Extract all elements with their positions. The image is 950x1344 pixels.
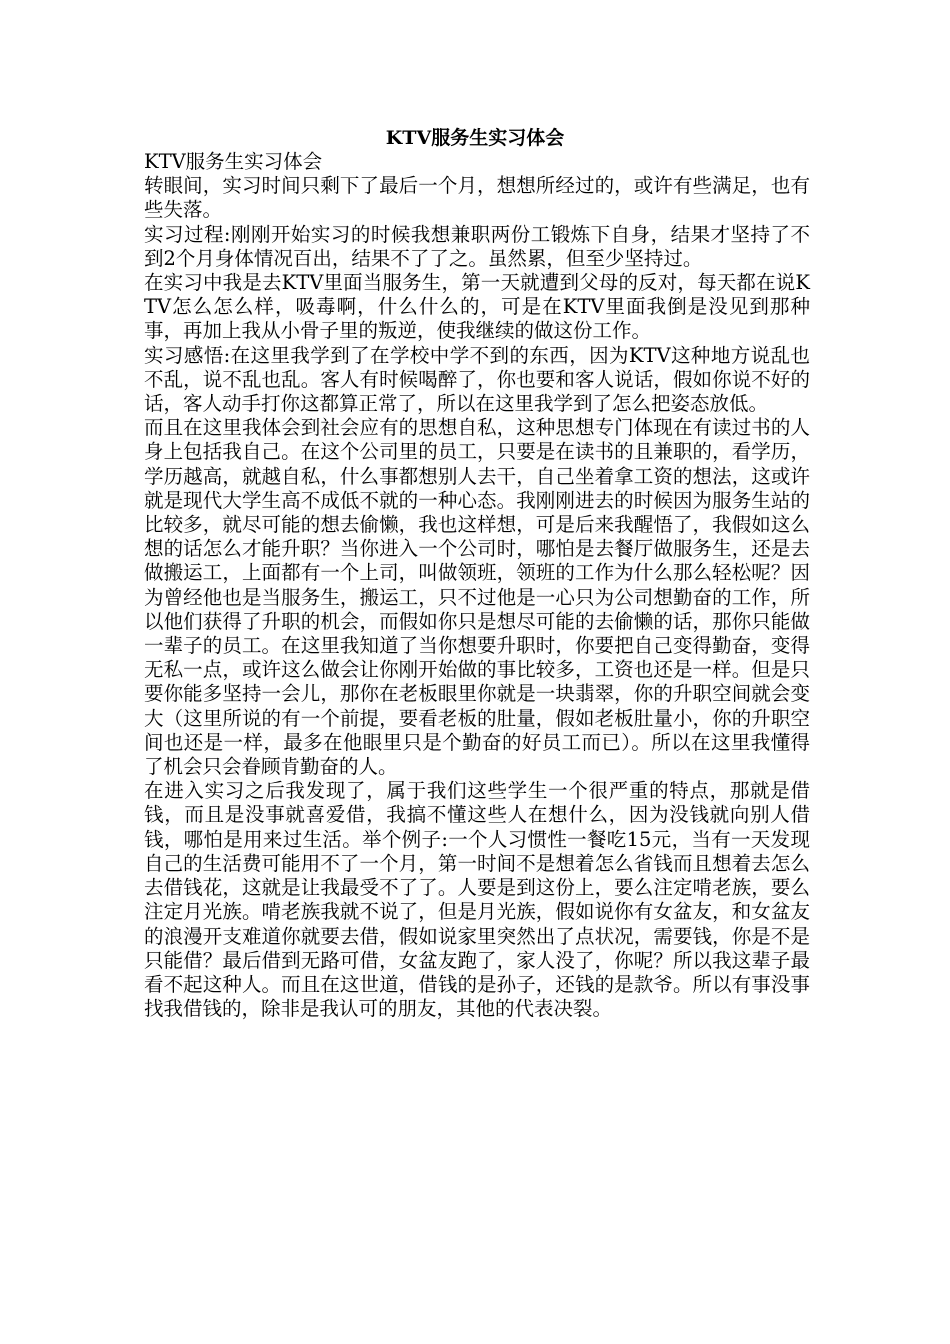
paragraph-insight: 实习感悟:在这里我学到了在学校中学不到的东西，因为KTV这种地方说乱也不乱，说不乱也乱。客人有时候喝醉了，你也要和客人说话，假如你说不好的话，客人动手打你这都算正常了，所以在这里我学到了怎么把姿态放低。	[144, 343, 810, 416]
document-title: KTV服务生实习体会	[385, 127, 565, 149]
paragraph-subtitle: KTV服务生实习体会	[144, 150, 323, 173]
paragraph-intro: 转眼间，实习时间只剩下了最后一个月，想想所经过的，或许有些满足，也有些失落。	[144, 174, 810, 222]
paragraph-ktv-job: 在实习中我是去KTV里面当服务生，第一天就遭到父母的反对，每天都在说KTV怎么怎么样，吸毒啊，什么什么的，可是在KTV里面我倒是没见到那种事，再加上我从小骨子里的叛逆，使我继续的做这份工作。	[144, 271, 810, 343]
paragraph-process: 实习过程:刚刚开始实习的时候我想兼职两份工锻炼下自身，结果才坚持了不到2个月身体情况百出，结果不了了之。虽然累，但至少坚持过。	[144, 222, 810, 270]
paragraph-selfishness: 而且在这里我体会到社会应有的思想自私，这种思想专门体现在有读过书的人身上包括我自己。在这个公司里的员工，只要是在读书的且兼职的，看学历，学历越高，就越自私，什么事都想别人去干，自己坐着拿工资的想法，这或许就是现代大学生高不成低不就的一种心态。我刚刚进去的时候因为服务生站的比较多，就尽可能的想去偷懒，我也这样想，可是后来我醒悟了，我假如这么想的话怎么才能升职？当你进入一个公司时，哪怕是去餐厅做服务生，还是去做搬运工，上面都有一个上司，叫做领班，领班的工作为什么那么轻松呢？因为曾经他也是当服务生，搬运工，只不过他是一心只为公司想勤奋的工作，所以他们获得了升职的机会，而假如你只是想尽可能的去偷懒的话，那你只能做一辈子的员工。在这里我知道了当你想要升职时，你要把自己变得勤奋，变得无私一点，或许这么做会让你刚开始做的事比较多，工资也还是一样。但是只要你能多坚持一会儿，那你在老板眼里你就是一块翡翠，你的升职空间就会变大（这里所说的有一个前提，要看老板的肚量，假如老板肚量小，你的升职空间也还是一样，最多在他眼里只是个勤奋的好员工而已）。所以在这里我懂得了机会只会眷顾肯勤奋的人。	[144, 416, 810, 779]
paragraph-borrowing: 在进入实习之后我发现了，属于我们这些学生一个很严重的特点，那就是借钱，而且是没事就喜爱借，我搞不懂这些人在想什么，因为没钱就向别人借钱，哪怕是用来过生活。举个例子:一个人习惯性一餐吃15元，当有一天发现自己的生活费可能用不了一个月，第一时间不是想着怎么省钱而且想着去怎么去借钱花，这就是让我最受不了了。人要是到这份上，要么注定啃老族，要么注定月光族。啃老族我就不说了，但是月光族，假如说你有女盆友，和女盆友的浪漫开支难道你就要去借，假如说家里突然出了点状况，需要钱，你是不是只能借？最后借到无路可借，女盆友跑了，家人没了，你呢？所以我这辈子最看不起这种人。而且在这世道，借钱的是孙子，还钱的是款爷。所以有事没事找我借钱的，除非是我认可的朋友，其他的代表决裂。	[144, 779, 810, 1021]
document-body	[144, 150, 810, 1021]
